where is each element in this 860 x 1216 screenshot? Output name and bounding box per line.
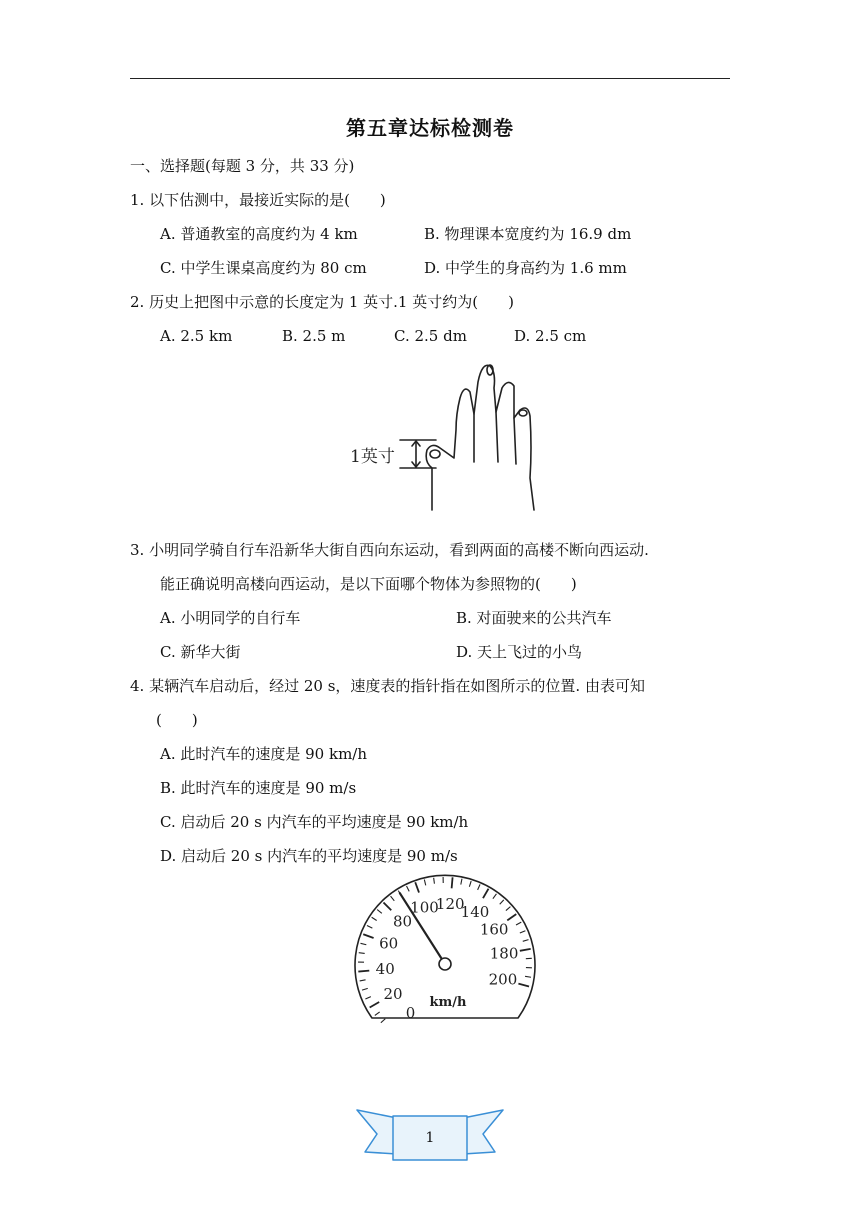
speedometer-label: 180 (489, 944, 519, 963)
q1-option-c: C. 中学生课桌高度约为 80 cm (160, 259, 367, 277)
q4-option-d: D. 启动后 20 s 内汽车的平均速度是 90 m/s (160, 847, 458, 865)
hand-figure (340, 358, 550, 518)
q4-stem-line1: 4. 某辆汽车启动后，经过 20 s，速度表的指针指在如图所示的位置. 由表可知 (130, 677, 645, 695)
q2-option-d: D. 2.5 cm (514, 327, 587, 345)
speedometer-tick (358, 971, 369, 972)
q2-option-b: B. 2.5 m (282, 327, 346, 345)
q1-option-b: B. 物理课本宽度约为 16.9 dm (424, 225, 632, 243)
q1-stem: 1. 以下估测中，最接近实际的是( ) (130, 191, 386, 209)
top-rule (130, 78, 730, 79)
q3-option-b: B. 对面驶来的公共汽车 (456, 609, 612, 627)
q4-option-a: A. 此时汽车的速度是 90 km/h (160, 745, 368, 763)
speedometer-figure (350, 868, 540, 1024)
q3-option-a: A. 小明同学的自行车 (160, 609, 301, 627)
q2-stem: 2. 历史上把图中示意的长度定为 1 英寸.1 英寸约为( ) (130, 293, 514, 311)
speedometer-label: 100 (410, 898, 439, 917)
q3-stem-line1: 3. 小明同学骑自行车沿新华大街自西向东运动，看到两面的高楼不断向西运动. (130, 541, 649, 559)
page-title: 第五章达标检测卷 (346, 116, 514, 140)
q2-option-c: C. 2.5 dm (394, 327, 467, 345)
speedometer-label: 160 (479, 920, 509, 939)
q1-option-d: D. 中学生的身高约为 1.6 mm (424, 259, 627, 277)
speedometer-label: 140 (460, 903, 490, 922)
page-number: 1 (425, 1130, 435, 1146)
speedometer-tick (452, 877, 453, 888)
speedometer-tick (381, 1019, 385, 1023)
q3-option-c: C. 新华大街 (160, 643, 241, 661)
speedometer-label: 120 (435, 895, 465, 914)
speedometer-label: 0 (405, 1004, 416, 1023)
page-number-badge (355, 1104, 505, 1164)
q4-option-c: C. 启动后 20 s 内汽车的平均速度是 90 km/h (160, 813, 469, 831)
speedometer-label: 200 (488, 970, 518, 989)
q1-option-a: A. 普通教室的高度约为 4 km (160, 225, 358, 243)
speedometer-label: 20 (383, 985, 403, 1003)
speedometer-tick (434, 878, 435, 884)
section-heading: 一、选择题(每题 3 分，共 33 分) (130, 157, 355, 175)
needle-hub (439, 958, 451, 970)
inch-label: 1英寸 (350, 447, 395, 467)
q4-option-b: B. 此时汽车的速度是 90 m/s (160, 779, 357, 797)
q3-option-d: D. 天上飞过的小鸟 (456, 643, 583, 661)
q3-stem-line2: 能正确说明高楼向西运动，是以下面哪个物体为参照物的( ) (160, 575, 577, 593)
q2-option-a: A. 2.5 km (160, 327, 233, 345)
speedometer-label: 80 (393, 912, 413, 931)
q4-stem-line2: ( ) (156, 711, 198, 729)
speedometer-label: 60 (379, 934, 399, 953)
speedometer-tick (359, 953, 365, 954)
speedometer-label: 40 (375, 960, 395, 979)
speedometer-unit: km/h (429, 995, 467, 1010)
